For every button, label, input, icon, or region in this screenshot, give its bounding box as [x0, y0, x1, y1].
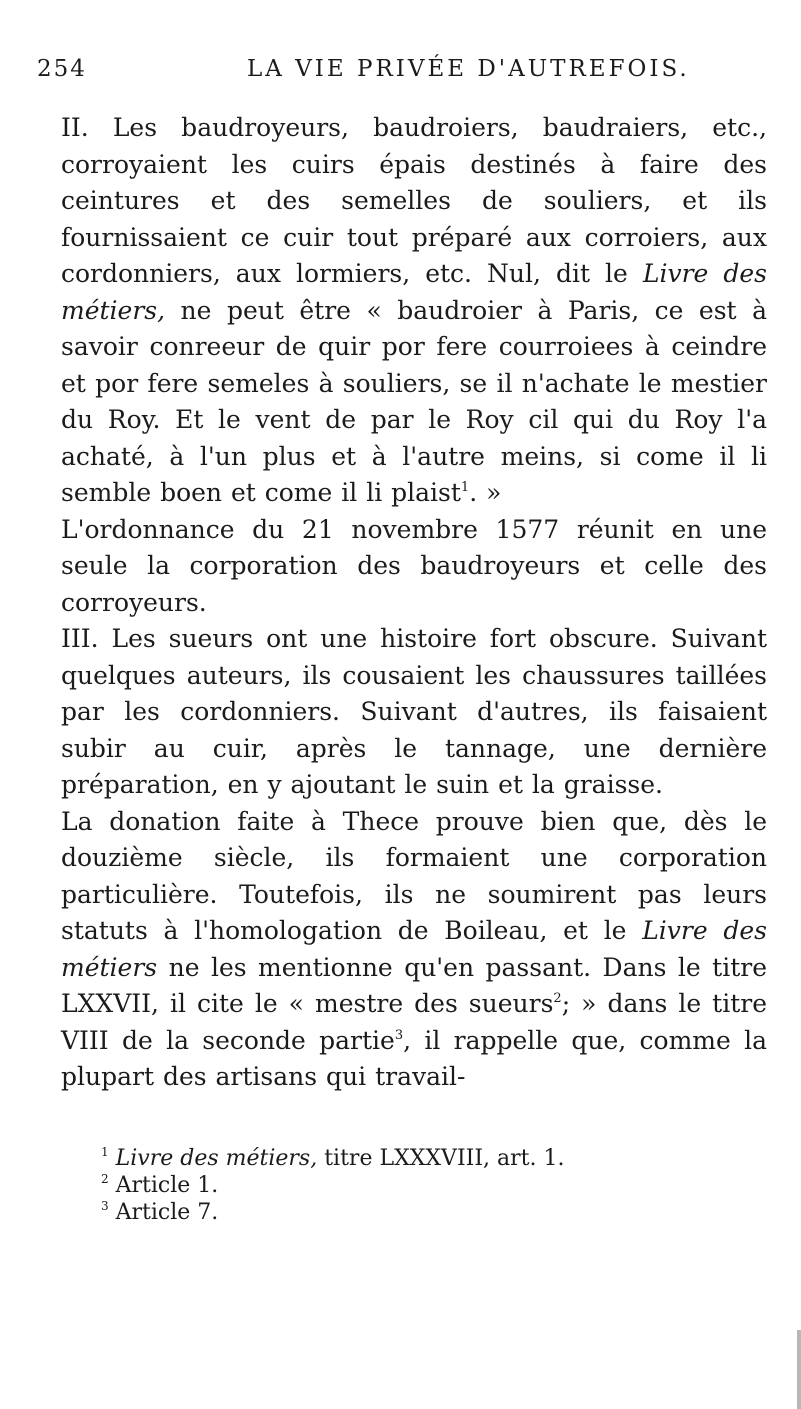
book-title-italic: Livre des métiers,	[61, 259, 767, 325]
footnotes	[101, 1145, 761, 1226]
footnote-ref-1: 1	[460, 480, 470, 495]
paragraph-donation: La donation faite à Thece prouve bien que, dès le douzième siècle, ils formaient une corporation particulière. Toutefois, ils ne soumirent pas leurs statuts à l'homologation de Boileau, et le Livre des métiers ne les mentionne qu'en passant. Dans le titre LXXVII, il cite le « mestre des sueurs$^2$; » dans le titre VIII de la seconde partie$^3$, il rappelle que, comme la plupart des artisans qui travail-	[61, 806, 767, 1091]
running-head	[37, 56, 757, 86]
footnote: $^3$ Article 7.	[101, 1199, 219, 1225]
paragraph-sueurs: III. Les sueurs ont une histoire fort obscure. Suivant quelques auteurs, ils cousaient les chaussures taillées par les cordonniers. Suivant d'autres, ils faisaient subir au cuir, après le tannage, une dernière préparation, en y ajoutant le suin et la graisse.	[61, 624, 767, 799]
footnote-ref-2: 2	[553, 991, 562, 1006]
body-text	[61, 110, 767, 1096]
footnote: $^1$ Livre des métiers, titre LXXXVIII, art. 1.	[101, 1145, 565, 1171]
running-title: LA VIE PRIVÉE D'AUTREFOIS.	[247, 56, 690, 82]
book-title-italic: Livre des métiers	[61, 916, 767, 982]
footnote-ref-3: 3	[394, 1027, 404, 1043]
paragraph-ordonnance: L'ordonnance du 21 novembre 1577 réunit en une seule la corporation des baudroyeurs et celle des corroyeurs.	[61, 514, 767, 617]
footnote: $^2$ Article 1.	[101, 1172, 219, 1198]
page-number: 254	[37, 56, 87, 82]
paragraph-baudroyeurs: II. Les baudroyeurs, baudroiers, baudraiers, etc., corroyaient les cuirs épais destinés à faire des ceintures et des semelles de souliers, et ils fournissaient ce cuir tout préparé aux corroiers, aux cordonniers, aux lormiers, etc. Nul, dit le Livre des métiers, ne peut être « baudroier à Paris, ce est à savoir conreeur de quir por fere courroiees à ceindre et por fere semeles à souliers, se il n'achate le mestier du Roy. Et le vent de par le Roy cil qui du Roy l'a achaté, à l'un plus et à l'autre meins, si come il li semble boen et come il li plaist$^1$. »	[61, 113, 767, 507]
page-edge	[797, 1330, 801, 1409]
